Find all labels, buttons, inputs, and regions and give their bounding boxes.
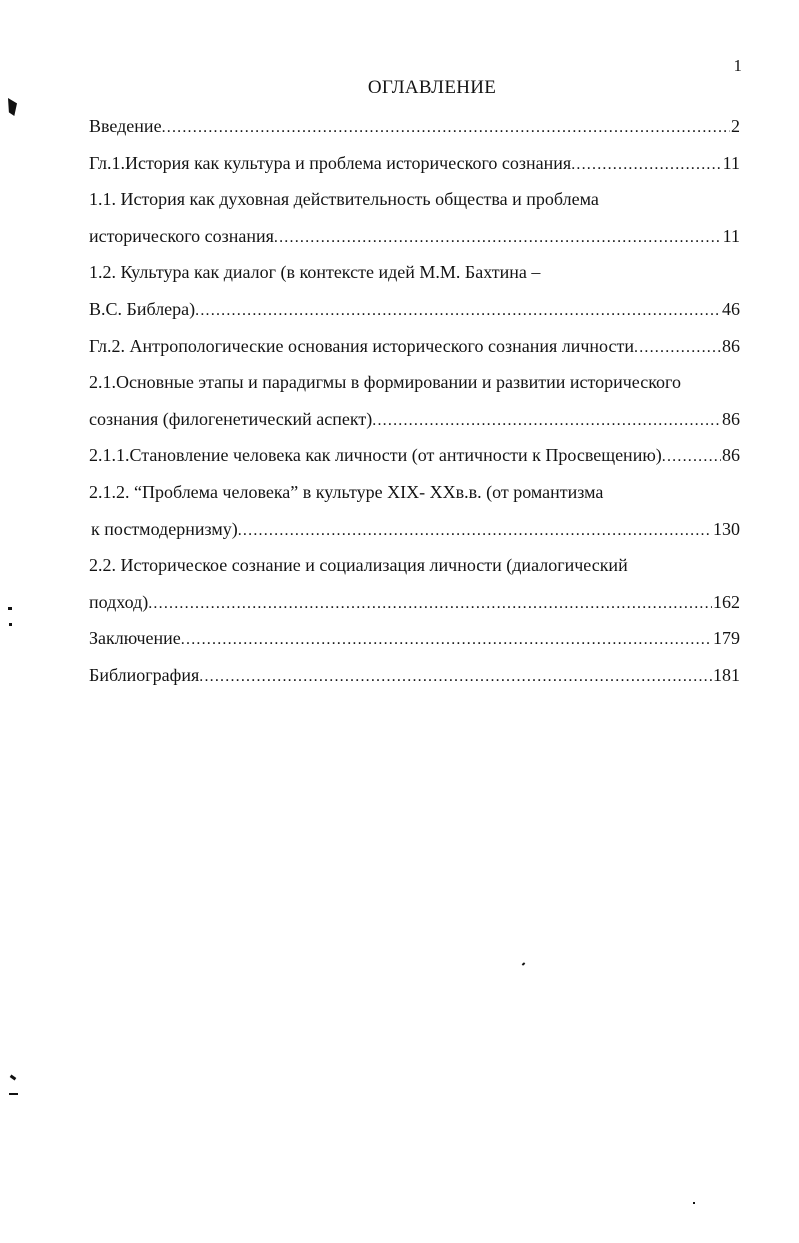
toc-entry-bibliography[interactable] [89, 661, 740, 698]
leader-dots [662, 443, 721, 471]
toc-entry-chapter-2[interactable] [89, 332, 740, 369]
toc-entry-page: 162 [713, 591, 740, 612]
leader-dots [195, 297, 721, 325]
toc-entry-section-2-1-1[interactable] [89, 441, 740, 478]
scan-mark-top [8, 98, 17, 116]
toc-entry-text: Гл.1.История как культура и проблема исторического сознания [89, 152, 572, 173]
page-number: 1 [733, 56, 742, 75]
toc-entry-section-1-1-cont[interactable] [89, 222, 740, 259]
toc-entry-section-2-1[interactable] [89, 368, 740, 405]
toc-entry-section-2-1-2[interactable] [89, 478, 740, 515]
leader-dots [162, 114, 730, 142]
toc-entry-intro[interactable] [89, 112, 740, 149]
toc-entry-section-1-2[interactable] [89, 258, 740, 295]
toc-entry-section-2-1-2-cont[interactable] [89, 515, 740, 552]
toc-entry-conclusion[interactable] [89, 624, 740, 661]
toc-entry-text: В.С. Библера) [89, 298, 196, 319]
toc-entry-text: Заключение [89, 628, 181, 649]
toc-entry-page: 11 [722, 225, 740, 246]
toc-entry-page: 86 [722, 335, 740, 356]
toc-entry-page: 86 [722, 408, 740, 429]
toc-entry-page: 46 [722, 298, 740, 319]
toc-entry-page: 181 [713, 664, 740, 685]
toc-entry-chapter-1[interactable] [89, 149, 740, 186]
toc-entry-text: к постмодернизму) [91, 518, 238, 539]
toc-entry-text: 2.1.Основные этапы и парадигмы в формировании и развитии исторического [89, 372, 681, 393]
toc-entry-page: 86 [722, 445, 740, 466]
leader-dots [372, 407, 721, 435]
leader-dots [571, 151, 721, 179]
scan-mark-lower [10, 1075, 17, 1081]
leader-dots [274, 224, 722, 252]
scan-mark-middle [8, 607, 12, 610]
toc-entry-text: исторического сознания [89, 225, 274, 246]
leader-dots [634, 334, 721, 362]
toc-entry-text: Введение [89, 116, 162, 136]
leader-dots [238, 517, 712, 545]
toc-entry-page: 130 [713, 518, 740, 539]
page-title: ОГЛАВЛЕНИЕ [367, 77, 497, 98]
toc-entry-page: 11 [722, 152, 740, 173]
toc-entry-section-2-1-cont[interactable] [89, 405, 740, 442]
toc-entry-section-1-1[interactable] [89, 185, 740, 222]
toc-entry-text: подход) [89, 591, 149, 612]
scan-mark-dot-2 [693, 1202, 695, 1204]
leader-dots [148, 590, 712, 618]
toc-entry-text: 2.1.2. “Проблема человека” в культуре XIX- XXв.в. (от романтизма [89, 481, 604, 502]
scan-mark-dot [522, 962, 526, 965]
leader-dots [181, 626, 712, 654]
toc-entry-section-2-2-cont[interactable] [89, 588, 740, 625]
toc-entry-page: 179 [713, 628, 740, 649]
toc-entry-text: 2.2. Историческое сознание и социализация личности (диалогический [89, 555, 628, 576]
scan-mark-lower-2 [9, 1093, 18, 1095]
toc-entry-page: 2 [731, 116, 740, 136]
toc-entry-text: Гл.2. Антропологические основания исторического сознания личности [89, 335, 634, 356]
scan-mark-middle-2 [9, 623, 12, 626]
toc-entry-text: сознания (филогенетический аспект) [89, 408, 373, 429]
toc-entry-section-2-2[interactable] [89, 551, 740, 588]
toc-entry-text: 1.2. Культура как диалог (в контексте идей М.М. Бахтина – [89, 262, 541, 283]
toc-entry-text: 1.1. История как духовная действительность общества и проблема [89, 189, 599, 210]
table-of-contents [89, 112, 740, 698]
leader-dots [199, 663, 712, 691]
toc-entry-section-1-2-cont[interactable] [89, 295, 740, 332]
toc-entry-text: 2.1.1.Становление человека как личности (от античности к Просвещению) [89, 445, 662, 466]
toc-entry-text: Библиография [89, 664, 200, 685]
